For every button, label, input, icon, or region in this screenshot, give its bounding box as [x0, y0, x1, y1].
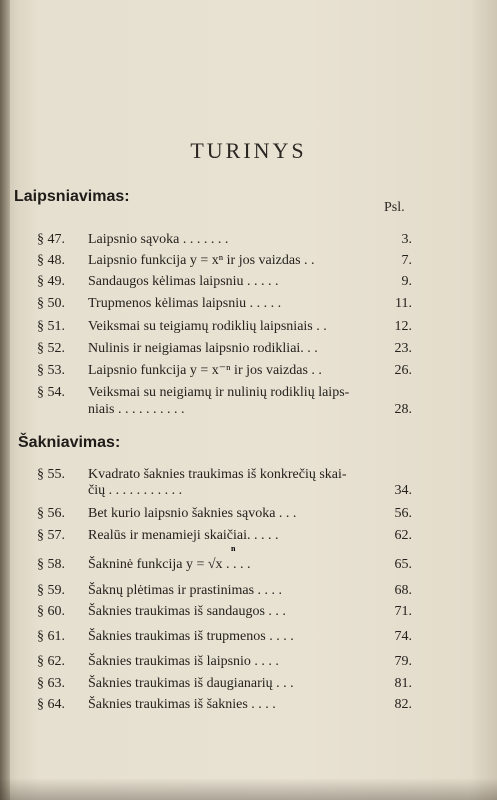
section-number: § 63.	[37, 676, 65, 691]
page-number: 34.	[394, 483, 412, 498]
page-bottom-shadow	[0, 778, 497, 800]
section-number: § 48.	[37, 253, 65, 268]
section-number: § 61.	[37, 629, 65, 644]
section-number: § 58.	[37, 557, 65, 572]
entry-title: Sandaugos kėlimas laipsniu . . . . .	[88, 274, 279, 289]
section-number: § 52.	[37, 341, 65, 356]
entry-title: Šaknies traukimas iš laipsnio . . . .	[88, 654, 279, 669]
page-number: 7.	[401, 253, 412, 268]
page-number: 62.	[394, 528, 412, 543]
entry-title: Šaknies traukimas iš trupmenos . . . .	[88, 629, 294, 644]
page-number: 9.	[401, 274, 412, 289]
root-index: n	[231, 544, 236, 553]
entry-title: Šaknies traukimas iš šaknies . . . .	[88, 697, 276, 712]
entry-title: Laipsnio sąvoka . . . . . . .	[88, 232, 229, 247]
page-number: 28.	[394, 402, 412, 417]
section-heading-laipsniavimas: Laipsniavimas:	[14, 188, 130, 205]
page-number: 79.	[394, 654, 412, 669]
page-number: 68.	[394, 583, 412, 598]
page-gutter	[0, 0, 10, 800]
section-number: § 60.	[37, 604, 65, 619]
section-number: § 62.	[37, 654, 65, 669]
entry-title: Realūs ir menamieji skaičiai. . . . .	[88, 528, 279, 543]
entry-title: Laipsnio funkcija y = x⁻ⁿ ir jos vaizdas . .	[88, 363, 322, 378]
section-number: § 47.	[37, 232, 65, 247]
page-number: 71.	[394, 604, 412, 619]
section-number: § 49.	[37, 274, 65, 289]
page-number: 74.	[394, 629, 412, 644]
page-number: 23.	[394, 341, 412, 356]
entry-title: Šaknų plėtimas ir prastinimas . . . .	[88, 583, 283, 598]
section-number: § 59.	[37, 583, 65, 598]
page-number: 12.	[394, 319, 412, 334]
page-title: TURINYS	[190, 138, 307, 163]
section-number: § 56.	[37, 506, 65, 521]
page-number: 11.	[395, 296, 412, 311]
page-number: 56.	[394, 506, 412, 521]
entry-title: Bet kurio laipsnio šaknies sąvoka . . .	[88, 506, 297, 521]
entry-title: Šaknies traukimas iš daugianarių . . .	[88, 676, 294, 691]
entry-title: Veiksmai su neigiamų ir nulinių rodiklių laips-	[88, 385, 350, 400]
section-number: § 53.	[37, 363, 65, 378]
page-column-label: Psl.	[384, 200, 405, 215]
section-number: § 57.	[37, 528, 65, 543]
entry-title: Šakninė funkcija y = √x . . . .	[88, 557, 251, 572]
section-number: § 55.	[37, 467, 65, 482]
entry-title: Veiksmai su teigiamų rodiklių laipsniais . .	[88, 319, 327, 334]
page-number: 65.	[394, 557, 412, 572]
entry-title-continuation: čių . . . . . . . . . . .	[88, 483, 183, 498]
page-number: 26.	[394, 363, 412, 378]
section-number: § 50.	[37, 296, 65, 311]
entry-title-continuation: niais . . . . . . . . . .	[88, 402, 185, 417]
entry-title: Šaknies traukimas iš sandaugos . . .	[88, 604, 286, 619]
entry-title: Kvadrato šaknies traukimas iš konkrečių skai-	[88, 467, 347, 482]
section-number: § 54.	[37, 385, 65, 400]
section-heading-sakniavimas: Šakniavimas:	[18, 434, 121, 451]
entry-title: Laipsnio funkcija y = xⁿ ir jos vaizdas . .	[88, 253, 315, 268]
entry-title: Nulinis ir neigiamas laipsnio rodikliai. . .	[88, 341, 318, 356]
page-number: 82.	[394, 697, 412, 712]
section-number: § 51.	[37, 319, 65, 334]
page-number: 3.	[401, 232, 412, 247]
section-number: § 64.	[37, 697, 65, 712]
entry-title: Trupmenos kėlimas laipsniu . . . . .	[88, 296, 282, 311]
page-number: 81.	[394, 676, 412, 691]
